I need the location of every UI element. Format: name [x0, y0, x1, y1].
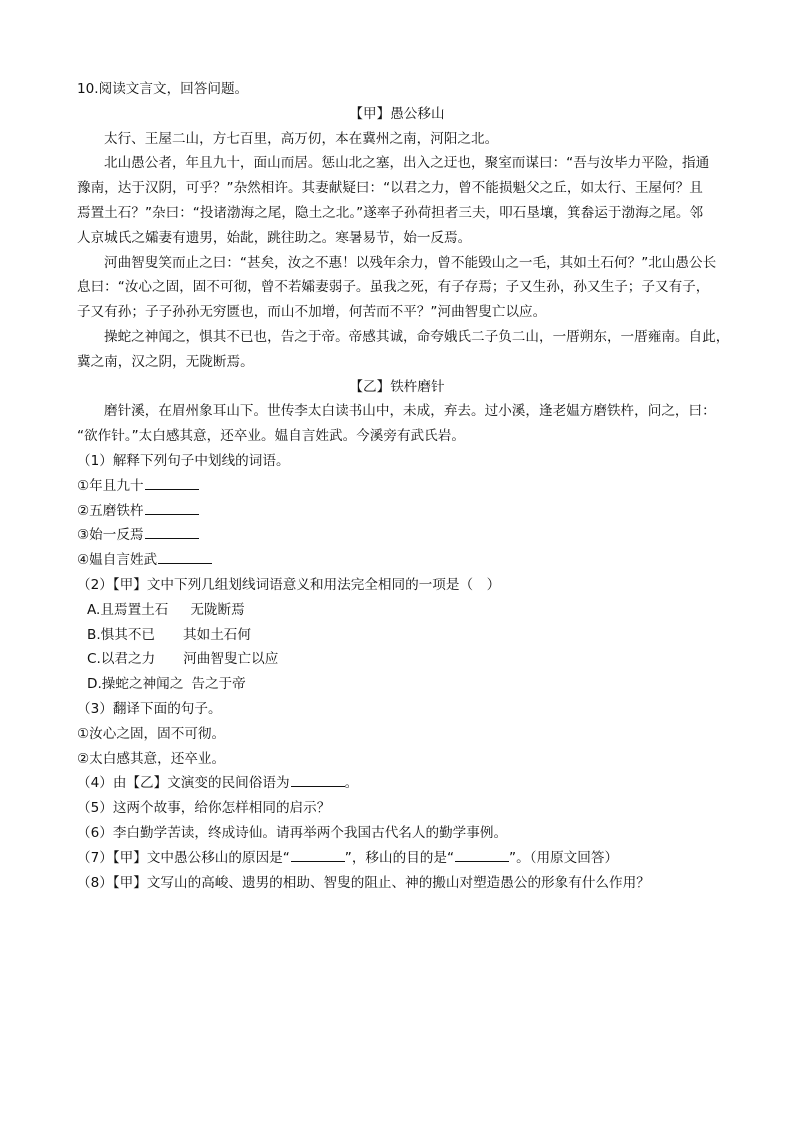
q1-item: [77, 474, 717, 499]
answer-blank[interactable]: [291, 846, 345, 862]
q5: （5）这两个故事，给你怎样相同的启示？: [77, 800, 331, 817]
q1-item-text: ①年且九十: [77, 477, 144, 494]
q2-option-a[interactable]: [77, 598, 717, 623]
q4-text-end: 。: [344, 775, 359, 792]
q4-text: （4）由【乙】文演变的民间俗语为: [77, 775, 290, 792]
option-text: 其如土石何: [183, 626, 251, 643]
passage-a-line: 操蛇之神闻之，惧其不已也，告之于帝。帝感其诚，命夸娥氏二子负二山，一厝朔东，一厝雍南。自此，: [104, 328, 730, 345]
answer-blank[interactable]: [158, 548, 212, 564]
q7-text: （7）【甲】文中愚公移山的原因是“: [77, 849, 290, 866]
q3-item: ②太白感其意，还卒业。: [77, 750, 226, 767]
passage-a-line: 子又有孙；子子孙孙无穷匮也，而山不加增，何苦而不平？”河曲智叟亡以应。: [77, 304, 547, 321]
q1-item-text: ④媪自言姓武: [77, 552, 158, 569]
option-text: A.且焉置土石: [87, 601, 169, 618]
answer-blank[interactable]: [455, 846, 509, 862]
q2-option-c[interactable]: [77, 647, 717, 672]
question-header: 10.阅读文言文，回答问题。: [77, 81, 249, 97]
passage-a-line: 北山愚公者，年且九十，面山而居。惩山北之塞，出入之迂也，聚室而谋曰：“吾与汝毕力平险，指通: [104, 155, 710, 172]
passage-a-line: 人京城氏之孀妻有遗男，始龀，跳往助之。寒暑易节，始一反焉。: [77, 229, 472, 246]
q1-item-text: ②五磨铁杵: [77, 502, 144, 519]
q2-option-d[interactable]: [77, 672, 717, 697]
q4: [77, 771, 717, 796]
passage-b-line: 磨针溪，在眉州象耳山下。世传李太白读书山中，未成，弃去。过小溪，逢老媪方磨铁杵，问之，曰：: [104, 403, 716, 420]
passage-b-line: “欲作针。”太白感其意，还卒业。媪自言姓武。今溪旁有武氏岩。: [77, 428, 465, 445]
q8: （8）【甲】文写山的高峻、遗男的相助、智叟的阻止、神的搬山对塑造愚公的形象有什么作用？: [77, 874, 650, 891]
q7: [77, 846, 717, 871]
q2-prompt: （2）【甲】文中下列几组划线词语意义和用法完全相同的一项是（ ）: [77, 576, 501, 593]
option-text: C.以君之力: [87, 651, 156, 668]
option-text: 河曲智叟亡以应: [183, 651, 279, 668]
option-text: 告之于帝: [191, 676, 246, 693]
passage-a-line: 冀之南，汉之阴，无陇断焉。: [77, 353, 254, 370]
q1-prompt: （1）解释下列句子中划线的词语。: [77, 452, 290, 469]
passage-a-line: 息曰：“汝心之固，固不可彻，曾不若孀妻弱子。虽我之死，有子存焉；子又生孙，孙又生子；子又有子，: [77, 279, 710, 296]
q7-text: ”。（用原文回答）: [509, 849, 619, 866]
q1-item: [77, 499, 717, 524]
q1-item-text: ③始一反焉: [77, 527, 144, 544]
q3-item: ①汝心之固，固不可彻。: [77, 725, 226, 742]
option-text: B.惧其不已: [87, 626, 156, 643]
answer-blank[interactable]: [291, 771, 345, 787]
answer-blank[interactable]: [145, 474, 199, 490]
q7-text: ”，移山的目的是“: [344, 849, 455, 866]
q6: （6）李白勤学苦读，终成诗仙。请再举两个我国古代名人的勤学事例。: [77, 824, 508, 841]
q3-prompt: （3）翻译下面的句子。: [77, 700, 222, 717]
q1-item: [77, 523, 717, 548]
q1-item: [77, 548, 717, 573]
option-text: 无陇断焉: [190, 601, 245, 618]
option-text: D.操蛇之神闻之: [87, 676, 184, 693]
passage-a-line: 河曲智叟笑而止之曰：“甚矣，汝之不惠！以残年余力，曾不能毁山之一毛，其如土石何？”北山愚公长: [104, 254, 717, 271]
question-content: [77, 77, 730, 895]
passage-a-title: 【甲】愚公移山: [349, 105, 445, 122]
passage-a-line: 豫南，达于汉阴，可乎？”杂然相许。其妻献疑曰：“以君之力，曾不能损魁父之丘，如太行、王屋何？且: [77, 180, 703, 197]
passage-b-title: 【乙】铁杵磨针: [349, 378, 445, 395]
answer-blank[interactable]: [145, 523, 199, 539]
q2-option-b[interactable]: [77, 623, 717, 648]
passage-a-line: 太行、王屋二山，方七百里，高万仞，本在冀州之南，河阳之北。: [104, 130, 499, 147]
passage-a-line: 焉置土石？”杂曰：“投诸渤海之尾，隐土之北。”遂率子孙荷担者三夫，叩石垦壤，箕畚运于渤海之尾。邻: [77, 204, 704, 221]
answer-blank[interactable]: [145, 499, 199, 515]
